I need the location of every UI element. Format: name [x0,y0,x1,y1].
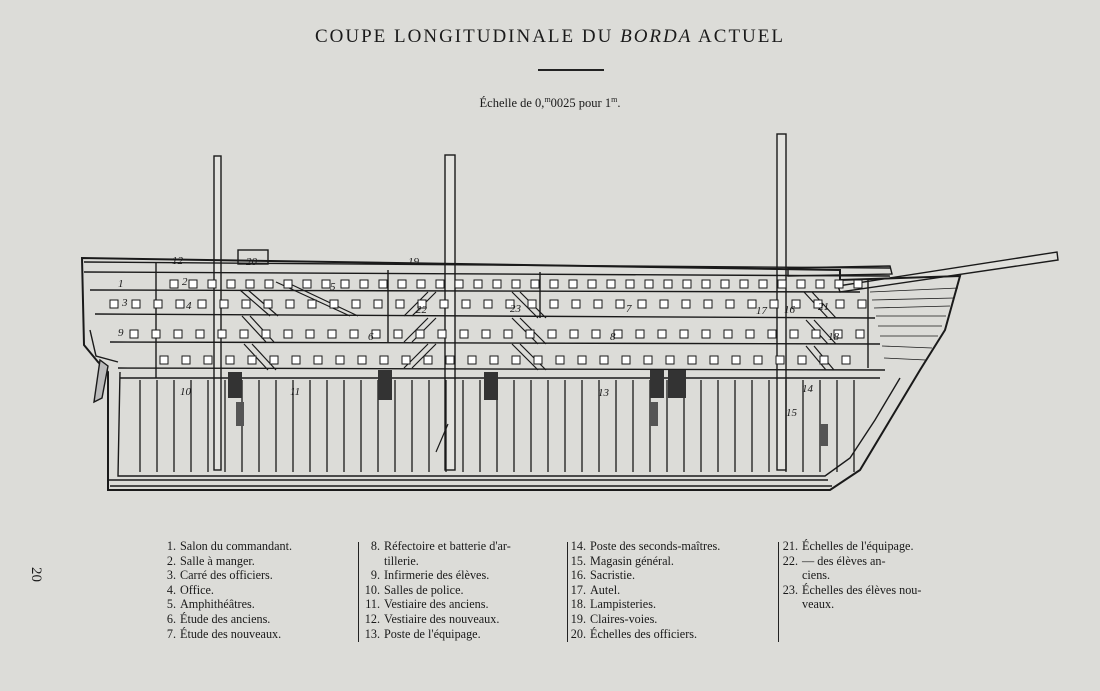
legend-item-number: 7. [166,626,176,641]
legend-item-number: 3. [166,568,176,583]
gun-port [284,280,292,288]
legend-item [364,539,511,554]
gun-port [455,280,463,288]
legend-item-number: 16. [570,568,586,583]
callout-number: 18 [828,331,839,343]
gun-port [226,356,234,364]
gun-port [248,356,256,364]
gun-port [636,330,644,338]
legend-item-number: 19. [570,611,586,626]
legend-separator-1 [358,542,359,642]
gun-port [645,280,653,288]
gun-port [812,330,820,338]
legend-item-text: Carré des officiers. [180,568,273,583]
gun-port [528,300,536,308]
legend-item [570,583,720,598]
callout-number: 7 [626,303,632,315]
scale-text-b: 0025 pour 1 [550,96,612,111]
stair-ladders [240,282,836,452]
gun-port [732,356,740,364]
gun-port [110,300,118,308]
legend-item-number: 18. [570,597,586,612]
gun-port [664,280,672,288]
legend-item-number: 2. [166,553,176,568]
legend-item [160,568,292,583]
gun-port [550,300,558,308]
legend-item-number: 9. [370,568,380,583]
gun-port [683,280,691,288]
gun-port [474,280,482,288]
gun-port [835,280,843,288]
gun-port [660,300,668,308]
callout-number: 21 [818,301,829,313]
callout-number: 12 [172,255,183,267]
gun-port [424,356,432,364]
gun-port [682,300,690,308]
gun-port [204,356,212,364]
gun-port [588,280,596,288]
legend-item-text: Claires-voies. [590,611,658,626]
gun-port [322,280,330,288]
gun-port [440,300,448,308]
legend-item-text: Étude des anciens. [180,611,271,626]
legend-item-text: Office. [180,582,214,597]
gun-port [493,280,501,288]
legend-item-text: Salle à manger. [180,553,255,568]
callout-number: 6 [368,331,374,343]
gun-port [417,280,425,288]
gun-port [702,280,710,288]
gun-port [534,356,542,364]
gun-port [246,280,254,288]
legend-item-continuation: tillerie. [384,553,419,568]
legend-item-number: 22. [782,553,798,568]
gun-port [132,300,140,308]
legend-column-3 [570,539,720,641]
legend-item-text: Réfectoire et batterie d'ar- [384,539,511,553]
legend-item-continuation: veaux. [802,597,835,612]
gun-port [836,300,844,308]
gun-port [816,280,824,288]
page-number: 20 [28,567,44,582]
callout-number: 4 [186,300,192,312]
gun-port [512,280,520,288]
legend-separator-2 [567,542,568,642]
gun-port [572,300,580,308]
legend-item-text: Vestiaire des anciens. [384,597,489,612]
gun-port [460,330,468,338]
gun-port [330,300,338,308]
gun-port [759,280,767,288]
gun-port [638,300,646,308]
callout-number: 17 [756,305,767,317]
callout-number: 9 [118,327,124,339]
scale-sup-1: m [544,95,551,104]
legend-item [160,554,292,569]
legend-item [782,539,921,554]
gun-port [402,356,410,364]
gun-port [770,300,778,308]
gun-port [130,330,138,338]
gun-port [208,280,216,288]
gun-port [242,300,250,308]
gun-port [626,280,634,288]
legend-item-number: 21. [782,539,798,553]
gun-port [374,300,382,308]
gun-port [592,330,600,338]
legend-item-text: Poste des seconds-maîtres. [590,539,721,553]
callout-number: 23 [510,303,521,315]
gun-port [196,330,204,338]
legend-item-number: 12. [364,611,380,626]
gun-port [721,280,729,288]
gun-port [526,330,534,338]
legend-item-number: 6. [166,611,176,626]
legend-item [570,554,720,569]
legend-item [364,597,511,612]
callout-number: 2 [182,276,188,288]
gun-port [710,356,718,364]
gun-port [658,330,666,338]
gun-port [270,356,278,364]
callout-number: 5 [330,281,336,293]
gun-port [622,356,630,364]
gun-port [308,300,316,308]
legend-item [782,583,921,598]
gun-ports [110,280,866,364]
gun-port [607,280,615,288]
gun-port [482,330,490,338]
legend-item [160,597,292,612]
legend-item [160,583,292,598]
gun-port [438,330,446,338]
legend-item-number: 10. [364,582,380,597]
gun-port [512,356,520,364]
gun-port [462,300,470,308]
gun-port [174,330,182,338]
legend-column-2 [364,539,511,641]
gun-port [292,356,300,364]
gun-port [396,300,404,308]
legend-item-number: 15. [570,553,586,568]
gun-port [484,300,492,308]
gun-port [416,330,424,338]
scale-text-c: . [617,96,621,111]
gun-port [644,356,652,364]
legend-item [364,612,511,627]
gun-port [600,356,608,364]
legend-column-1 [160,539,292,641]
gun-port [797,280,805,288]
gun-port [768,330,776,338]
gun-port [616,300,624,308]
title-part-a: COUPE LONGITUDINALE DU [314,26,621,47]
legend-item [160,539,292,554]
gun-port [220,300,228,308]
legend-item-continuation: ciens. [802,568,831,583]
callout-number: 14 [802,383,813,395]
gun-port [160,356,168,364]
gun-port [352,300,360,308]
masts [214,134,786,470]
legend-item-text: Magasin général. [590,553,674,568]
gun-port [262,330,270,338]
callout-number: 15 [786,407,797,419]
gun-port [379,280,387,288]
scale-text-a: Échelle de 0, [479,96,545,111]
gun-port [704,300,712,308]
gun-port [286,300,294,308]
callout-number: 11 [290,386,301,398]
gun-port [550,280,558,288]
gun-port [748,300,756,308]
gun-port [265,280,273,288]
legend-item [570,539,720,554]
legend-item-number: 13. [364,626,380,641]
gun-port [504,330,512,338]
callout-number: 19 [408,256,419,268]
gun-port [754,356,762,364]
gun-port [666,356,674,364]
legend-item-text: — des élèves an- [802,553,886,568]
gun-port [556,356,564,364]
callout-number: 13 [598,387,609,399]
gun-port [594,300,602,308]
gun-port [170,280,178,288]
gun-port [218,330,226,338]
gun-port [820,356,828,364]
callout-number: 16 [784,304,795,316]
gun-port [350,330,358,338]
gun-port [798,356,806,364]
gun-port [680,330,688,338]
gun-port [198,300,206,308]
legend-item [160,612,292,627]
gun-port [490,356,498,364]
title-part-b: ACTUEL [692,26,785,47]
legend-item-text: Sacristie. [590,568,636,583]
gun-port [569,280,577,288]
gun-port [688,356,696,364]
gun-port [306,330,314,338]
gun-port [468,356,476,364]
gun-port [778,280,786,288]
gun-port [446,356,454,364]
legend-item [364,568,511,583]
gun-port [264,300,272,308]
gun-port [394,330,402,338]
legend-item-number: 14. [570,539,586,553]
legend-item-text: Amphithéâtres. [180,597,255,612]
gun-port [776,356,784,364]
gun-port [358,356,366,364]
gun-port [858,300,866,308]
scale-sup-2: m [611,95,618,104]
callout-number: 22 [416,304,427,316]
gun-port [746,330,754,338]
legend-item-number: 17. [570,582,586,597]
legend-item-text: Vestiaire des nouveaux. [384,611,500,626]
gun-port [548,330,556,338]
gun-port [702,330,710,338]
gun-port [341,280,349,288]
gun-port [303,280,311,288]
legend-item-number: 1. [166,539,176,553]
legend-item-number: 5. [166,597,176,612]
legend-item-text: Salles de police. [384,582,464,597]
legend-item-text: Infirmerie des élèves. [384,568,490,583]
gun-port [570,330,578,338]
callout-number: 3 [122,297,128,309]
gun-port [790,330,798,338]
legend-item-text: Échelles des élèves nou- [802,582,922,597]
legend-item [570,612,720,627]
legend-item-number: 23. [782,582,798,597]
gun-port [360,280,368,288]
legend-item-number: 8. [370,539,380,553]
callout-number: 1 [118,278,124,290]
legend-item-text: Poste de l'équipage. [384,626,481,641]
callout-number: 20 [246,256,257,268]
gun-port [189,280,197,288]
legend-item-number: 11. [365,597,380,612]
legend-item [570,568,720,583]
legend-item-text: Étude des nouveaux. [180,626,282,641]
gun-port [154,300,162,308]
legend-item-number: 4. [166,582,176,597]
callout-number: 8 [610,331,616,343]
gun-port [336,356,344,364]
legend-item [570,627,720,642]
gun-port [854,280,862,288]
bowsprit [838,252,1058,292]
hatch-ladders [228,370,828,446]
legend-separator-3 [778,542,779,642]
legend-item [364,627,511,642]
callout-number: 10 [180,386,191,398]
legend-item-text: Lampisteries. [590,597,656,612]
legend-item-text: Salon du commandant. [180,539,293,553]
legend-item [160,627,292,642]
gun-port [842,356,850,364]
legend-item-text: Échelles des officiers. [590,626,698,641]
legend-column-4 [782,539,921,612]
gun-port [740,280,748,288]
gun-port [182,356,190,364]
gun-port [240,330,248,338]
gun-port [578,356,586,364]
gun-port [856,330,864,338]
rudder [94,360,108,402]
title-ship-name: BORDA [620,26,693,47]
gun-port [328,330,336,338]
gun-port [724,330,732,338]
legend-item-text: Échelles de l'équipage. [802,539,914,553]
gun-port [314,356,322,364]
legend-item-text: Autel. [590,582,621,597]
gun-port [152,330,160,338]
legend-item [782,554,921,569]
gun-port [531,280,539,288]
gun-port [436,280,444,288]
gun-port [284,330,292,338]
gun-port [380,356,388,364]
gun-port [227,280,235,288]
gun-port [176,300,184,308]
gun-port [726,300,734,308]
bow-planking [870,288,958,360]
legend-item-number: 20. [570,626,586,641]
legend-item [364,583,511,598]
legend-item [570,597,720,612]
gun-port [398,280,406,288]
